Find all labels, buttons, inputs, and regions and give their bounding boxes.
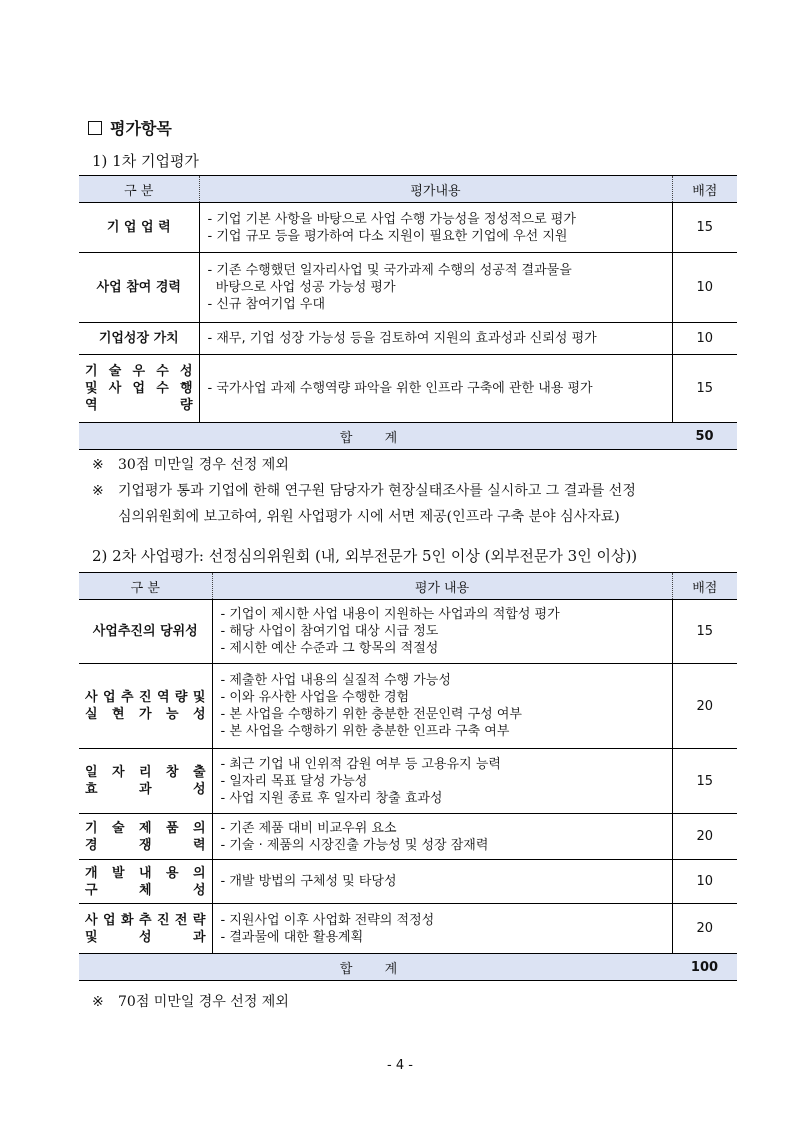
content-line: - 결과물에 대한 활용계획 xyxy=(220,929,364,945)
category-line: 사업추진의 당위성 xyxy=(92,624,198,639)
note-mark: ※ xyxy=(92,483,104,499)
table-row xyxy=(79,860,737,904)
category-line: 구 체 성 xyxy=(85,882,206,898)
total-label: 합 계 xyxy=(79,423,672,450)
page-number: - 4 - xyxy=(387,1058,413,1073)
total-value: 50 xyxy=(672,423,737,450)
row-content xyxy=(212,749,672,814)
note-line xyxy=(92,989,289,1015)
content-line: - 기술 · 제품의 시장진출 가능성 및 성장 잠재력 xyxy=(220,837,489,853)
note-mark: ※ xyxy=(92,457,104,473)
eval1-table xyxy=(79,175,737,450)
row-category xyxy=(79,253,199,323)
content-line: - 이와 유사한 사업을 수행한 경험 xyxy=(220,690,410,705)
category-line: 실 현 가 능 성 xyxy=(85,707,206,722)
table-row xyxy=(79,600,737,664)
row-content xyxy=(212,664,672,749)
content-line: - 지원사업 이후 사업화 전략의 적정성 xyxy=(220,912,435,928)
eval2-subtitle: 2) 2차 사업평가: 선정심의위원회 (내, 외부전문가 5인 이상 (외부전문가 3인 이상)) xyxy=(92,547,638,565)
header-category: 구 분 xyxy=(79,176,199,203)
note-text: 30점 미만일 경우 선정 제외 xyxy=(118,457,289,473)
note-line xyxy=(92,478,636,504)
header-category: 구 분 xyxy=(79,573,212,600)
row-score: 15 xyxy=(672,749,737,814)
content-line: - 해당 사업이 참여기업 대상 시급 정도 xyxy=(220,624,439,639)
header-content: 평가 내용 xyxy=(212,573,672,600)
row-score: 15 xyxy=(672,355,737,423)
category-line: 효 과 성 xyxy=(85,782,206,797)
content-line: - 개발 방법의 구체성 및 타당성 xyxy=(220,874,397,889)
table-row xyxy=(79,749,737,814)
table-row xyxy=(79,904,737,954)
row-score: 20 xyxy=(672,904,737,954)
header-content: 평가내용 xyxy=(199,176,672,203)
content-line: - 국가사업 과제 수행역량 파악을 위한 인프라 구축에 관한 내용 평가 xyxy=(207,381,593,396)
row-category xyxy=(79,203,199,253)
row-content xyxy=(212,600,672,664)
content-line: - 신규 참여기업 우대 xyxy=(207,297,326,312)
content-line: - 제시한 예산 수준과 그 항목의 적절성 xyxy=(220,641,439,656)
row-score: 15 xyxy=(672,203,737,253)
row-content xyxy=(199,203,672,253)
row-score: 20 xyxy=(672,814,737,860)
total-value: 100 xyxy=(672,954,737,981)
content-line: - 제출한 사업 내용의 실질적 수행 가능성 xyxy=(220,673,451,688)
content-line: - 기존 제품 대비 비교우위 요소 xyxy=(220,820,397,836)
row-category xyxy=(79,860,212,904)
content-line: - 재무, 기업 성장 가능성 등을 검토하여 지원의 효과성과 신뢰성 평가 xyxy=(207,331,597,346)
eval2-table xyxy=(79,572,737,981)
content-line: - 기업이 제시한 사업 내용이 지원하는 사업과의 적합성 평가 xyxy=(220,607,560,622)
category-line: 기 술 제 품 의 xyxy=(85,820,206,836)
total-row xyxy=(79,954,737,981)
total-row xyxy=(79,423,737,450)
category-line: 기업성장 가치 xyxy=(98,331,179,346)
checkbox-square-icon xyxy=(88,121,102,135)
category-line: 사 업 추 진 역 량 및 xyxy=(85,690,206,705)
row-score: 20 xyxy=(672,664,737,749)
note-text: 기업평가 통과 기업에 한해 연구원 담당자가 현장실태조사를 실시하고 그 결과를 선정 xyxy=(118,483,636,499)
category-line: 경 쟁 력 xyxy=(85,837,206,853)
content-line: 바탕으로 사업 성공 가능성 평가 xyxy=(207,280,396,295)
content-line: - 사업 지원 종료 후 일자리 창출 효과성 xyxy=(220,790,443,806)
eval1-notes xyxy=(92,452,636,530)
row-category xyxy=(79,600,212,664)
header-score: 배점 xyxy=(672,176,737,203)
content-line: - 최근 기업 내 인위적 감원 여부 등 고용유지 능력 xyxy=(220,756,501,772)
note-line xyxy=(92,452,636,478)
row-content xyxy=(199,253,672,323)
note-text: 심의위원회에 보고하여, 위원 사업평가 시에 서면 제공(인프라 구축 분야 심사자료) xyxy=(118,509,620,525)
category-line: 사업 참여 경력 xyxy=(96,280,181,295)
eval2-notes xyxy=(92,989,289,1015)
table-row xyxy=(79,203,737,253)
eval1-subtitle: 1) 1차 기업평가 xyxy=(92,152,199,170)
row-category xyxy=(79,749,212,814)
category-line: 일 자 리 창 출 xyxy=(85,765,206,780)
category-line: 역 량 xyxy=(85,398,193,413)
content-line: - 본 사업을 수행하기 위한 충분한 인프라 구축 여부 xyxy=(220,724,510,739)
row-category xyxy=(79,814,212,860)
category-line: 개 발 내 용 의 xyxy=(85,865,206,881)
row-content xyxy=(199,323,672,355)
content-line: - 본 사업을 수행하기 위한 충분한 전문인력 구성 여부 xyxy=(220,707,522,722)
category-line: 기 업 업 력 xyxy=(106,220,171,235)
row-score: 10 xyxy=(672,860,737,904)
row-category xyxy=(79,355,199,423)
note-line xyxy=(92,504,636,530)
row-score: 15 xyxy=(672,600,737,664)
row-category xyxy=(79,904,212,954)
section-title: 평가항목 xyxy=(88,116,172,139)
content-line: - 기업 기본 사항을 바탕으로 사업 수행 가능성을 정성적으로 평가 xyxy=(207,211,576,227)
category-line: 및 성 과 xyxy=(85,929,206,945)
table-row xyxy=(79,664,737,749)
category-line: 및 사 업 수 행 xyxy=(85,381,193,396)
row-category xyxy=(79,664,212,749)
header-score: 배점 xyxy=(672,573,737,600)
content-line: - 기업 규모 등을 평가하여 다소 지원이 필요한 기업에 우선 지원 xyxy=(207,228,568,244)
row-content xyxy=(212,904,672,954)
row-category xyxy=(79,323,199,355)
category-line: 기 술 우 수 성 xyxy=(85,364,193,379)
row-score: 10 xyxy=(672,253,737,323)
note-mark: ※ xyxy=(92,994,104,1010)
row-score: 10 xyxy=(672,323,737,355)
note-text: 70점 미만일 경우 선정 제외 xyxy=(118,994,289,1010)
table-row xyxy=(79,253,737,323)
row-content xyxy=(212,814,672,860)
table-row xyxy=(79,323,737,355)
total-label: 합 계 xyxy=(79,954,672,981)
content-line: - 일자리 목표 달성 가능성 xyxy=(220,773,368,789)
content-line: - 기존 수행했던 일자리사업 및 국가과제 수행의 성공적 결과물을 xyxy=(207,263,572,278)
category-line: 사 업 화 추 진 전 략 xyxy=(85,912,206,928)
table-row xyxy=(79,355,737,423)
row-content xyxy=(212,860,672,904)
table-row xyxy=(79,814,737,860)
row-content xyxy=(199,355,672,423)
